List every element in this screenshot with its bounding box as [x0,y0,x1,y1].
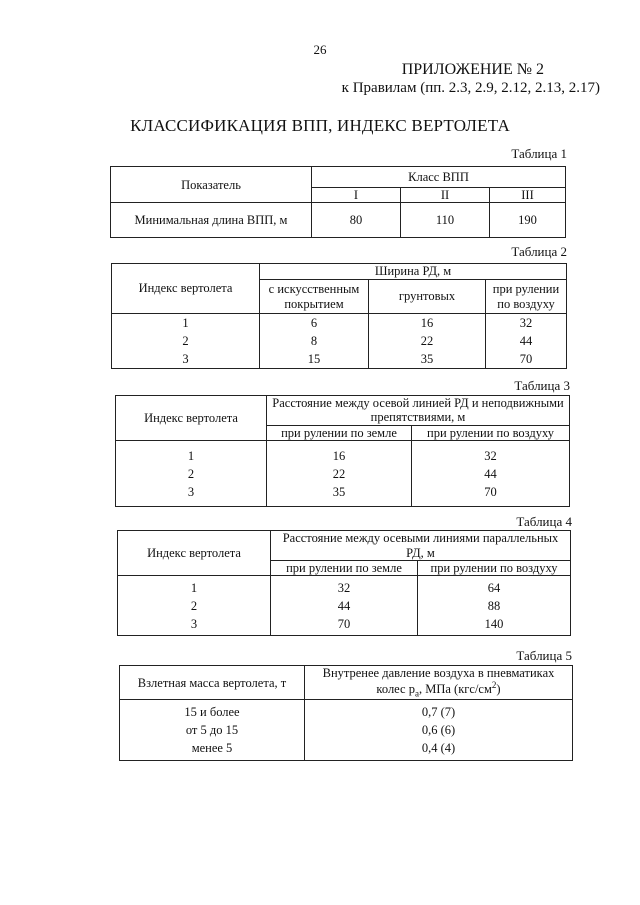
table4 [117,530,571,636]
table2 [111,263,567,369]
table3-caption: Таблица 3 [514,378,570,393]
document-heading: КЛАССИФИКАЦИЯ ВПП, ИНДЕКС ВЕРТОЛЕТА [130,116,510,135]
table1-col-label: Показатель [111,167,312,203]
table2-col3 [486,314,567,369]
list-item: 1 [182,316,189,330]
list-item: 8 [310,334,318,348]
table4-col-label: Индекс вертолета [118,531,271,576]
list-item: 70 [519,352,533,366]
table2-sub-header-2: грунтовых [369,280,486,314]
list-item: 2 [182,334,189,348]
table5-col-header-main: Внутренее давление воздуха в пневматиках колес p [322,666,555,697]
table3-col2 [412,441,570,507]
table5-col-header-sup: 2 [491,680,497,691]
page-number: 26 [313,42,327,57]
appendix-reference: к Правилам (пп. 2.3, 2.9, 2.12, 2.13, 2.17) [341,80,600,96]
list-item: 0,7 (7) [421,705,456,720]
list-item: 70 [337,616,351,631]
table1-group-header: Класс ВПП [312,167,566,188]
table3-sub-header-2: при рулении по воздуху [412,425,570,440]
table4-caption: Таблица 4 [516,514,572,529]
table1-value-1: 80 [312,203,401,238]
table1-class-3: III [490,188,566,203]
list-item: 1 [190,580,198,595]
list-item: 0,6 (6) [421,723,456,738]
table4-sub-header-1: при рулении по земле [271,561,418,576]
table3 [115,395,570,507]
table5-col-header-end: ) [496,682,501,697]
list-item: 15 и более [184,705,240,720]
table1 [110,166,566,238]
table4-sub-header-2: при рулении по воздуху [418,561,571,576]
table2-col2 [369,314,486,369]
table1-row-label: Минимальная длина ВПП, м [111,203,312,238]
table1-value-3: 190 [490,203,566,238]
table2-sub-header-3: при рулении по воздуху [486,280,567,314]
table3-sub-header-1: при рулении по земле [267,425,412,440]
list-item: 16 [332,448,346,463]
table5-col-header [305,666,573,700]
list-item: 16 [420,316,434,330]
table5-pressures [305,700,573,761]
list-item: 2 [187,466,195,481]
list-item: 35 [420,352,434,366]
list-item: 32 [484,448,497,463]
list-item: 44 [519,334,533,348]
table3-col1 [267,441,412,507]
table3-group-header: Расстояние между осевой линией РД и неподвижными препятствиями, м [267,396,570,426]
table5-masses [120,700,305,761]
table5-col-header-sub: a [414,689,419,700]
list-item: 140 [484,616,504,631]
list-item: 2 [190,598,198,613]
table5-col-label: Взлетная масса вертолета, т [120,666,305,700]
list-item: 3 [187,484,195,499]
list-item: 35 [332,484,346,499]
list-item: от 5 до 15 [185,723,239,738]
list-item: 32 [337,580,351,595]
list-item: 70 [484,484,497,499]
list-item: 22 [332,466,346,481]
list-item: 44 [484,466,497,481]
list-item: 44 [337,598,351,613]
table5 [119,665,573,761]
table1-caption: Таблица 1 [511,146,567,161]
list-item: 88 [487,598,501,613]
list-item: 0,4 (4) [421,741,456,756]
list-item: 6 [310,316,318,330]
table4-indices [118,576,271,636]
table2-caption: Таблица 2 [511,244,567,259]
table2-group-header: Ширина РД, м [260,264,567,280]
table4-col1 [271,576,418,636]
table1-value-2: 110 [401,203,490,238]
table1-class-2: II [401,188,490,203]
table4-group-header: Расстояние между осевыми линиями параллельных РД, м [271,531,571,561]
list-item: 1 [187,448,195,463]
table1-class-1: I [312,188,401,203]
table2-col-label: Индекс вертолета [112,264,260,314]
list-item: 3 [182,352,189,366]
table5-col-header-unit: , МПа (кгс/см [418,682,492,697]
table4-col2 [418,576,571,636]
list-item: менее 5 [191,741,233,756]
table2-col1 [260,314,369,369]
list-item: 22 [420,334,434,348]
list-item: 3 [190,616,198,631]
list-item: 32 [519,316,533,330]
appendix-title: ПРИЛОЖЕНИЕ № 2 [401,61,544,78]
list-item: 15 [307,352,321,366]
list-item: 64 [487,580,501,595]
table2-sub-header-1: с искусственным покрытием [260,280,369,314]
table5-caption: Таблица 5 [516,648,572,663]
table3-indices [116,441,267,507]
table2-indices [112,314,260,369]
table3-col-label: Индекс вертолета [116,396,267,441]
